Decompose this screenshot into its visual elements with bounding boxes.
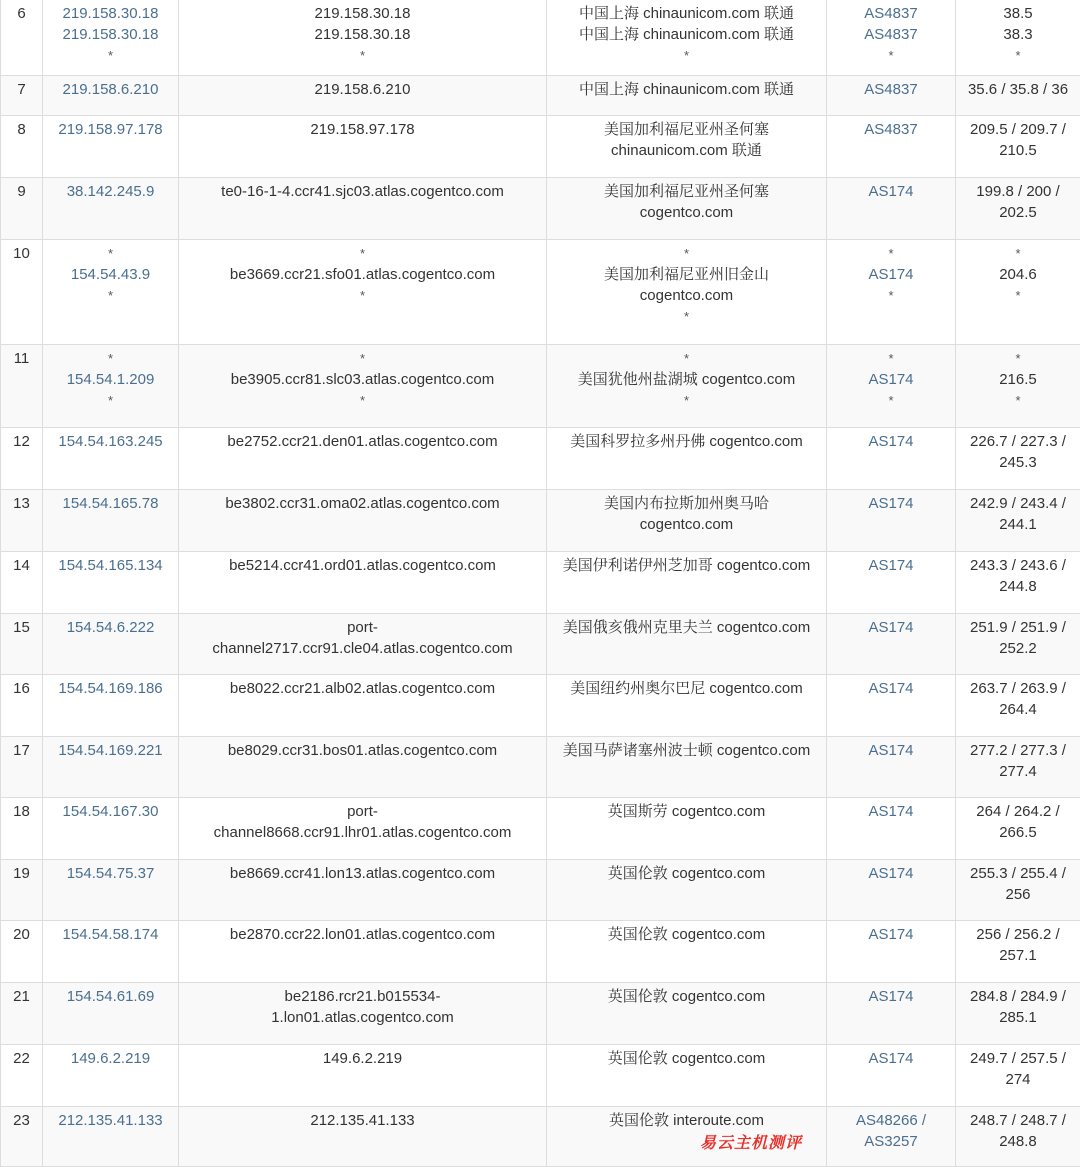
loc-cell [547, 345, 827, 428]
timeout-marker: * [829, 285, 953, 306]
latency: 284.8 / 284.9 / [958, 986, 1078, 1007]
host-cell [179, 76, 547, 116]
timeout-marker: * [829, 45, 953, 66]
hop-number: 14 [1, 552, 43, 614]
latency: 242.9 / 243.4 / [958, 493, 1078, 514]
hostname: 219.158.30.18 [181, 24, 544, 45]
hostname: 212.135.41.133 [181, 1110, 544, 1131]
ip-cell [43, 490, 179, 552]
hop-number: 18 [1, 798, 43, 860]
rtt-cell [956, 552, 1080, 614]
asn-cell [827, 490, 956, 552]
ip-cell [43, 345, 179, 428]
timeout-marker: * [181, 390, 544, 411]
asn-link[interactable]: AS174 [829, 617, 953, 638]
asn-cell [827, 675, 956, 737]
hop-ip-link[interactable]: 154.54.58.174 [45, 924, 176, 945]
host-cell [179, 345, 547, 428]
loc-cell [547, 860, 827, 921]
table-row [1, 737, 1080, 798]
hop-number: 9 [1, 178, 43, 240]
latency: 243.3 / 243.6 / [958, 555, 1078, 576]
timeout-marker: * [45, 285, 176, 306]
timeout-marker: * [45, 390, 176, 411]
loc-cell [547, 798, 827, 860]
hop-ip-link[interactable]: 154.54.169.186 [45, 678, 176, 699]
table-row [1, 76, 1080, 116]
latency: 256 [958, 884, 1078, 905]
hostname: be5214.ccr41.ord01.atlas.cogentco.com [181, 555, 544, 576]
asn-cell [827, 428, 956, 490]
hop-ip-link[interactable]: 154.54.75.37 [45, 863, 176, 884]
hop-ip-link[interactable]: 154.54.165.134 [45, 555, 176, 576]
hostname: be2186.rcr21.b015534- [181, 986, 544, 1007]
hostname: be8029.ccr31.bos01.atlas.cogentco.com [181, 740, 544, 761]
asn-link[interactable]: AS174 [829, 1048, 953, 1069]
table-row [1, 860, 1080, 921]
ip-cell [43, 116, 179, 178]
timeout-marker: * [958, 285, 1078, 306]
rtt-cell [956, 490, 1080, 552]
rtt-cell [956, 1107, 1080, 1167]
timeout-marker: * [829, 243, 953, 264]
timeout-marker: * [549, 390, 824, 411]
location: 美国加利福尼亚州圣何塞 [549, 181, 824, 202]
hostname: port- [181, 801, 544, 822]
location: 英国伦敦 cogentco.com [549, 924, 824, 945]
location: cogentco.com [549, 285, 824, 306]
asn-link[interactable]: AS3257 [829, 1131, 953, 1152]
hop-ip-link[interactable]: 154.54.43.9 [45, 264, 176, 285]
hop-number: 20 [1, 921, 43, 983]
hop-ip-link[interactable]: 212.135.41.133 [45, 1110, 176, 1131]
location: 英国伦敦 cogentco.com [549, 863, 824, 884]
rtt-cell [956, 76, 1080, 116]
location: 美国科罗拉多州丹佛 cogentco.com [549, 431, 824, 452]
hostname: channel8668.ccr91.lhr01.atlas.cogentco.com [181, 822, 544, 843]
latency: 255.3 / 255.4 / [958, 863, 1078, 884]
rtt-cell [956, 1045, 1080, 1107]
ip-cell [43, 737, 179, 798]
ip-cell [43, 1045, 179, 1107]
timeout-marker: * [829, 348, 953, 369]
host-cell [179, 737, 547, 798]
table-row [1, 345, 1080, 428]
timeout-marker: * [958, 45, 1078, 66]
location: 美国伊利诺伊州芝加哥 cogentco.com [549, 555, 824, 576]
location: 中国上海 chinaunicom.com 联通 [549, 3, 824, 24]
rtt-cell [956, 737, 1080, 798]
location: 英国伦敦 cogentco.com [549, 986, 824, 1007]
latency: 226.7 / 227.3 / [958, 431, 1078, 452]
ip-cell [43, 614, 179, 675]
hop-ip-link[interactable]: 154.54.61.69 [45, 986, 176, 1007]
timeout-marker: * [958, 243, 1078, 264]
host-cell [179, 240, 547, 345]
latency: 252.2 [958, 638, 1078, 659]
hostname: be3802.ccr31.oma02.atlas.cogentco.com [181, 493, 544, 514]
location: chinaunicom.com 联通 [549, 140, 824, 161]
asn-cell [827, 1045, 956, 1107]
latency: 277.2 / 277.3 / [958, 740, 1078, 761]
host-cell [179, 860, 547, 921]
loc-cell [547, 1045, 827, 1107]
asn-link[interactable]: AS174 [829, 863, 953, 884]
timeout-marker: * [958, 390, 1078, 411]
asn-cell [827, 116, 956, 178]
loc-cell [547, 983, 827, 1045]
asn-cell [827, 737, 956, 798]
table-row [1, 983, 1080, 1045]
hostname: 1.lon01.atlas.cogentco.com [181, 1007, 544, 1028]
host-cell [179, 490, 547, 552]
timeout-marker: * [829, 390, 953, 411]
location: 英国斯劳 cogentco.com [549, 801, 824, 822]
ip-cell [43, 240, 179, 345]
location: 中国上海 chinaunicom.com 联通 [549, 79, 824, 100]
latency: 244.8 [958, 576, 1078, 597]
table-row [1, 428, 1080, 490]
hostname: channel2717.ccr91.cle04.atlas.cogentco.com [181, 638, 544, 659]
hop-number: 10 [1, 240, 43, 345]
table-row [1, 614, 1080, 675]
loc-cell [547, 428, 827, 490]
hop-number: 15 [1, 614, 43, 675]
host-cell [179, 614, 547, 675]
hostname: port- [181, 617, 544, 638]
location: 美国马萨诸塞州波士顿 cogentco.com [549, 740, 824, 761]
timeout-marker: * [45, 348, 176, 369]
location: 中国上海 chinaunicom.com 联通 [549, 24, 824, 45]
hostname: be8022.ccr21.alb02.atlas.cogentco.com [181, 678, 544, 699]
timeout-marker: * [549, 306, 824, 327]
host-cell [179, 178, 547, 240]
hop-number: 8 [1, 116, 43, 178]
timeout-marker: * [181, 243, 544, 264]
hop-ip-link[interactable]: 219.158.30.18 [45, 24, 176, 45]
hostname: be8669.ccr41.lon13.atlas.cogentco.com [181, 863, 544, 884]
asn-cell [827, 921, 956, 983]
hostname: 219.158.6.210 [181, 79, 544, 100]
rtt-cell [956, 240, 1080, 345]
latency: 35.6 / 35.8 / 36 [958, 79, 1078, 100]
latency: 285.1 [958, 1007, 1078, 1028]
host-cell [179, 0, 547, 76]
table-row [1, 1045, 1080, 1107]
latency: 248.8 [958, 1131, 1078, 1152]
ip-cell [43, 178, 179, 240]
asn-link[interactable]: AS4837 [829, 3, 953, 24]
watermark: 易云主机测评 [700, 1134, 802, 1152]
location: 英国伦敦 cogentco.com [549, 1048, 824, 1069]
loc-cell [547, 675, 827, 737]
rtt-cell [956, 798, 1080, 860]
latency: 38.3 [958, 24, 1078, 45]
latency: 274 [958, 1069, 1078, 1090]
loc-cell [547, 240, 827, 345]
hop-number: 11 [1, 345, 43, 428]
rtt-cell [956, 614, 1080, 675]
hop-ip-link[interactable]: 154.54.165.78 [45, 493, 176, 514]
hop-number: 16 [1, 675, 43, 737]
asn-cell [827, 178, 956, 240]
hop-ip-link[interactable]: 219.158.97.178 [45, 119, 176, 140]
asn-cell [827, 798, 956, 860]
hostname: be3669.ccr21.sfo01.atlas.cogentco.com [181, 264, 544, 285]
timeout-marker: * [549, 45, 824, 66]
rtt-cell [956, 675, 1080, 737]
rtt-cell [956, 921, 1080, 983]
latency: 264.4 [958, 699, 1078, 720]
ip-cell [43, 0, 179, 76]
hop-ip-link[interactable]: 154.54.163.245 [45, 431, 176, 452]
timeout-marker: * [181, 285, 544, 306]
latency: 277.4 [958, 761, 1078, 782]
host-cell [179, 1107, 547, 1167]
asn-cell [827, 0, 956, 76]
table-row [1, 552, 1080, 614]
ip-cell [43, 983, 179, 1045]
latency: 248.7 / 248.7 / [958, 1110, 1078, 1131]
hop-ip-link[interactable]: 219.158.6.210 [45, 79, 176, 100]
hop-ip-link[interactable]: 154.54.167.30 [45, 801, 176, 822]
host-cell [179, 983, 547, 1045]
latency: 256 / 256.2 / [958, 924, 1078, 945]
timeout-marker: * [958, 348, 1078, 369]
latency: 251.9 / 251.9 / [958, 617, 1078, 638]
asn-link[interactable]: AS4837 [829, 24, 953, 45]
table-row [1, 116, 1080, 178]
asn-link[interactable]: AS174 [829, 801, 953, 822]
table-row [1, 921, 1080, 983]
latency: 210.5 [958, 140, 1078, 161]
hop-number: 19 [1, 860, 43, 921]
asn-cell [827, 1107, 956, 1167]
timeout-marker: * [549, 243, 824, 264]
latency: 216.5 [958, 369, 1078, 390]
latency: 202.5 [958, 202, 1078, 223]
hostname: be3905.ccr81.slc03.atlas.cogentco.com [181, 369, 544, 390]
latency: 249.7 / 257.5 / [958, 1048, 1078, 1069]
location: 美国加利福尼亚州旧金山 [549, 264, 824, 285]
ip-cell [43, 860, 179, 921]
hop-number: 17 [1, 737, 43, 798]
loc-cell [547, 614, 827, 675]
rtt-cell [956, 0, 1080, 76]
rtt-cell [956, 116, 1080, 178]
timeout-marker: * [181, 45, 544, 66]
table-row [1, 240, 1080, 345]
hostname: be2870.ccr22.lon01.atlas.cogentco.com [181, 924, 544, 945]
location: cogentco.com [549, 202, 824, 223]
hop-number: 21 [1, 983, 43, 1045]
asn-link[interactable]: AS174 [829, 493, 953, 514]
asn-link[interactable]: AS174 [829, 181, 953, 202]
asn-cell [827, 983, 956, 1045]
asn-link[interactable]: AS174 [829, 678, 953, 699]
latency: 38.5 [958, 3, 1078, 24]
asn-cell [827, 614, 956, 675]
latency: 257.1 [958, 945, 1078, 966]
ip-cell [43, 552, 179, 614]
location: 美国内布拉斯加州奥马哈 [549, 493, 824, 514]
hostname: 219.158.30.18 [181, 3, 544, 24]
host-cell [179, 116, 547, 178]
hop-number: 22 [1, 1045, 43, 1107]
hostname: te0-16-1-4.ccr41.sjc03.atlas.cogentco.com [181, 181, 544, 202]
loc-cell [547, 737, 827, 798]
location: 美国加利福尼亚州圣何塞 [549, 119, 824, 140]
location: cogentco.com [549, 514, 824, 535]
host-cell [179, 428, 547, 490]
loc-cell [547, 552, 827, 614]
table-row [1, 675, 1080, 737]
rtt-cell [956, 860, 1080, 921]
asn-link[interactable]: AS174 [829, 431, 953, 452]
table-row [1, 0, 1080, 76]
table-row [1, 178, 1080, 240]
host-cell [179, 552, 547, 614]
timeout-marker: * [45, 45, 176, 66]
hop-number: 12 [1, 428, 43, 490]
asn-cell [827, 552, 956, 614]
hostname: 149.6.2.219 [181, 1048, 544, 1069]
asn-cell [827, 76, 956, 116]
loc-cell [547, 116, 827, 178]
latency: 209.5 / 209.7 / [958, 119, 1078, 140]
asn-cell [827, 860, 956, 921]
host-cell [179, 798, 547, 860]
timeout-marker: * [181, 348, 544, 369]
hop-number: 6 [1, 0, 43, 76]
hop-ip-link[interactable]: 149.6.2.219 [45, 1048, 176, 1069]
ip-cell [43, 1107, 179, 1167]
latency: 204.6 [958, 264, 1078, 285]
ip-cell [43, 675, 179, 737]
hop-ip-link[interactable]: 154.54.169.221 [45, 740, 176, 761]
loc-cell [547, 490, 827, 552]
latency: 199.8 / 200 / [958, 181, 1078, 202]
hop-ip-link[interactable]: 154.54.6.222 [45, 617, 176, 638]
asn-link[interactable]: AS174 [829, 740, 953, 761]
latency: 244.1 [958, 514, 1078, 535]
ip-cell [43, 798, 179, 860]
table-row [1, 490, 1080, 552]
loc-cell [547, 76, 827, 116]
host-cell [179, 1045, 547, 1107]
asn-link[interactable]: AS4837 [829, 119, 953, 140]
latency: 263.7 / 263.9 / [958, 678, 1078, 699]
hop-number: 23 [1, 1107, 43, 1167]
hop-ip-link[interactable]: 219.158.30.18 [45, 3, 176, 24]
host-cell [179, 675, 547, 737]
latency: 245.3 [958, 452, 1078, 473]
ip-cell [43, 76, 179, 116]
hostname: be2752.ccr21.den01.atlas.cogentco.com [181, 431, 544, 452]
host-cell [179, 921, 547, 983]
asn-link[interactable]: AS48266 / [829, 1110, 953, 1131]
hop-number: 13 [1, 490, 43, 552]
loc-cell [547, 178, 827, 240]
ip-cell [43, 921, 179, 983]
loc-cell [547, 0, 827, 76]
asn-link[interactable]: AS174 [829, 924, 953, 945]
location: 美国俄亥俄州克里夫兰 cogentco.com [549, 617, 824, 638]
table-row [1, 1107, 1080, 1167]
rtt-cell [956, 345, 1080, 428]
table-row [1, 798, 1080, 860]
asn-link[interactable]: AS174 [829, 555, 953, 576]
loc-cell [547, 921, 827, 983]
asn-link[interactable]: AS174 [829, 264, 953, 285]
timeout-marker: * [549, 348, 824, 369]
rtt-cell [956, 178, 1080, 240]
timeout-marker: * [45, 243, 176, 264]
latency: 266.5 [958, 822, 1078, 843]
asn-link[interactable]: AS4837 [829, 79, 953, 100]
rtt-cell [956, 983, 1080, 1045]
asn-cell [827, 240, 956, 345]
latency: 264 / 264.2 / [958, 801, 1078, 822]
hop-ip-link[interactable]: 38.142.245.9 [45, 181, 176, 202]
asn-link[interactable]: AS174 [829, 986, 953, 1007]
asn-link[interactable]: AS174 [829, 369, 953, 390]
rtt-cell [956, 428, 1080, 490]
hostname: 219.158.97.178 [181, 119, 544, 140]
location: 英国伦敦 interoute.com [549, 1110, 824, 1131]
hop-number: 7 [1, 76, 43, 116]
location: 美国纽约州奥尔巴尼 cogentco.com [549, 678, 824, 699]
hop-ip-link[interactable]: 154.54.1.209 [45, 369, 176, 390]
location: 美国犹他州盐湖城 cogentco.com [549, 369, 824, 390]
asn-cell [827, 345, 956, 428]
ip-cell [43, 428, 179, 490]
